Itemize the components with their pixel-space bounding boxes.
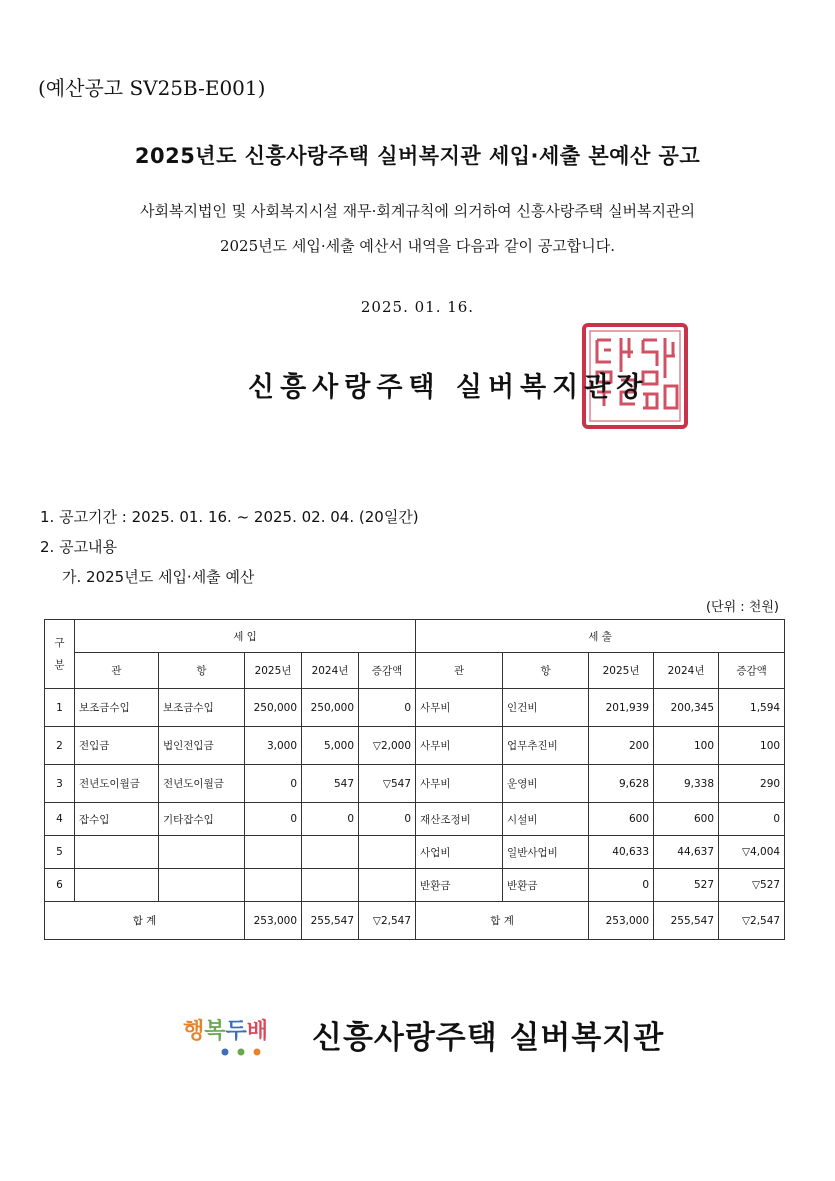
table-cell: 9,338: [654, 765, 719, 803]
unit-label: (단위 : 천원): [705, 600, 779, 615]
table-cell: 1: [45, 689, 75, 727]
table-row: [45, 765, 785, 803]
table-cell: 전년도이월금: [75, 765, 159, 803]
table-cell: [359, 869, 416, 902]
table-row: [45, 869, 785, 902]
table-cell: 2: [45, 727, 75, 765]
table-cell: 전년도이월금: [159, 765, 245, 803]
table-cell: 250,000: [245, 689, 302, 727]
table-cell: [159, 836, 245, 869]
table-row: [45, 803, 785, 836]
table-cell: 사무비: [416, 765, 503, 803]
notice-content-heading: 2. 공고내용: [40, 538, 118, 556]
table-cell: 법인전입금: [159, 727, 245, 765]
col-group-header: 구 분: [45, 620, 75, 689]
table-cell: 일반사업비: [503, 836, 589, 869]
table-row: [45, 836, 785, 869]
table-cell: 전입금: [75, 727, 159, 765]
table-cell: [302, 869, 359, 902]
col-header: 증감액: [359, 653, 416, 689]
table-cell: 0: [589, 869, 654, 902]
table-cell: 290: [719, 765, 785, 803]
table-cell: 시설비: [503, 803, 589, 836]
table-cell: 사무비: [416, 689, 503, 727]
table-cell: 44,637: [654, 836, 719, 869]
table-row: [45, 727, 785, 765]
notice-period: 1. 공고기간 : 2025. 01. 16. ~ 2025. 02. 04. (20일간): [40, 508, 419, 526]
table-cell: 201,939: [589, 689, 654, 727]
table-cell: 100: [654, 727, 719, 765]
expense-total-change: ▽2,547: [719, 902, 785, 940]
table-cell: 600: [589, 803, 654, 836]
table-cell: 5,000: [302, 727, 359, 765]
col-header: 2024년: [654, 653, 719, 689]
table-cell: 600: [654, 803, 719, 836]
budget-table: [44, 619, 785, 940]
table-cell: 100: [719, 727, 785, 765]
table-cell: 527: [654, 869, 719, 902]
col-header: 2024년: [302, 653, 359, 689]
table-body: [45, 689, 785, 902]
table-cell: ▽527: [719, 869, 785, 902]
table-cell: [159, 869, 245, 902]
table-cell: 0: [245, 803, 302, 836]
table-cell: [75, 869, 159, 902]
table-cell: ▽4,004: [719, 836, 785, 869]
table-cell: 0: [302, 803, 359, 836]
signer-name: 신흥사랑주택 실버복지관장: [248, 372, 649, 403]
col-header: 관: [75, 653, 159, 689]
table-cell: 사무비: [416, 727, 503, 765]
table-cell: [245, 836, 302, 869]
table-cell: [245, 869, 302, 902]
income-header: 세 입: [75, 620, 416, 653]
table-cell: 40,633: [589, 836, 654, 869]
table-cell: 200: [589, 727, 654, 765]
col-header: 2025년: [589, 653, 654, 689]
table-cell: 기타잡수입: [159, 803, 245, 836]
intro-line-1: 사회복지법인 및 사회복지시설 재무·회계규칙에 의거하여 신흥사랑주택 실버복지관의: [139, 202, 696, 220]
table-cell: 547: [302, 765, 359, 803]
table-cell: 0: [719, 803, 785, 836]
table-cell: 0: [359, 689, 416, 727]
expense-total-label: 합 계: [416, 902, 589, 940]
expense-total-2024: 255,547: [654, 902, 719, 940]
page-title: 2025년도 신흥사랑주택 실버복지관 세입·세출 본예산 공고: [134, 144, 701, 168]
announcement-date: 2025. 01. 16.: [360, 298, 475, 316]
table-cell: [302, 836, 359, 869]
table-cell: 6: [45, 869, 75, 902]
table-row: [45, 689, 785, 727]
table-cell: 재산조정비: [416, 803, 503, 836]
table-cell: 0: [359, 803, 416, 836]
expense-total-2025: 253,000: [589, 902, 654, 940]
happiness-logo-image: [183, 1008, 283, 1068]
svg-text:행복두배: 행복두배: [183, 1019, 269, 1044]
table-cell: 보조금수입: [159, 689, 245, 727]
table-cell: ▽547: [359, 765, 416, 803]
table-cell: ▽2,000: [359, 727, 416, 765]
table-cell: 반환금: [503, 869, 589, 902]
table-cell: 인건비: [503, 689, 589, 727]
col-header: 증감액: [719, 653, 785, 689]
document-id: (예산공고 SV25B-E001): [38, 76, 266, 100]
income-total-2025: 253,000: [245, 902, 302, 940]
table-cell: 운영비: [503, 765, 589, 803]
table-cell: 0: [245, 765, 302, 803]
table-cell: [359, 836, 416, 869]
intro-line-2: 2025년도 세입·세출 예산서 내역을 다음과 같이 공고합니다.: [219, 237, 616, 255]
table-cell: 250,000: [302, 689, 359, 727]
col-header: 관: [416, 653, 503, 689]
col-header: 항: [159, 653, 245, 689]
table-cell: 사업비: [416, 836, 503, 869]
table-cell: [75, 836, 159, 869]
income-total-label: 합 계: [45, 902, 245, 940]
table-cell: 200,345: [654, 689, 719, 727]
table-cell: 잡수입: [75, 803, 159, 836]
expense-header: 세 출: [416, 620, 785, 653]
table-cell: 5: [45, 836, 75, 869]
table-cell: 9,628: [589, 765, 654, 803]
table-cell: 4: [45, 803, 75, 836]
table-cell: 보조금수입: [75, 689, 159, 727]
footer-org-name: 신흥사랑주택 실버복지관: [312, 1020, 665, 1056]
income-total-change: ▽2,547: [359, 902, 416, 940]
budget-subheading: 가. 2025년도 세입·세출 예산: [62, 568, 255, 586]
table-cell: 업무추진비: [503, 727, 589, 765]
col-header: 2025년: [245, 653, 302, 689]
table-cell: 3,000: [245, 727, 302, 765]
table-cell: 반환금: [416, 869, 503, 902]
table-cell: 3: [45, 765, 75, 803]
income-total-2024: 255,547: [302, 902, 359, 940]
col-header: 항: [503, 653, 589, 689]
table-cell: 1,594: [719, 689, 785, 727]
